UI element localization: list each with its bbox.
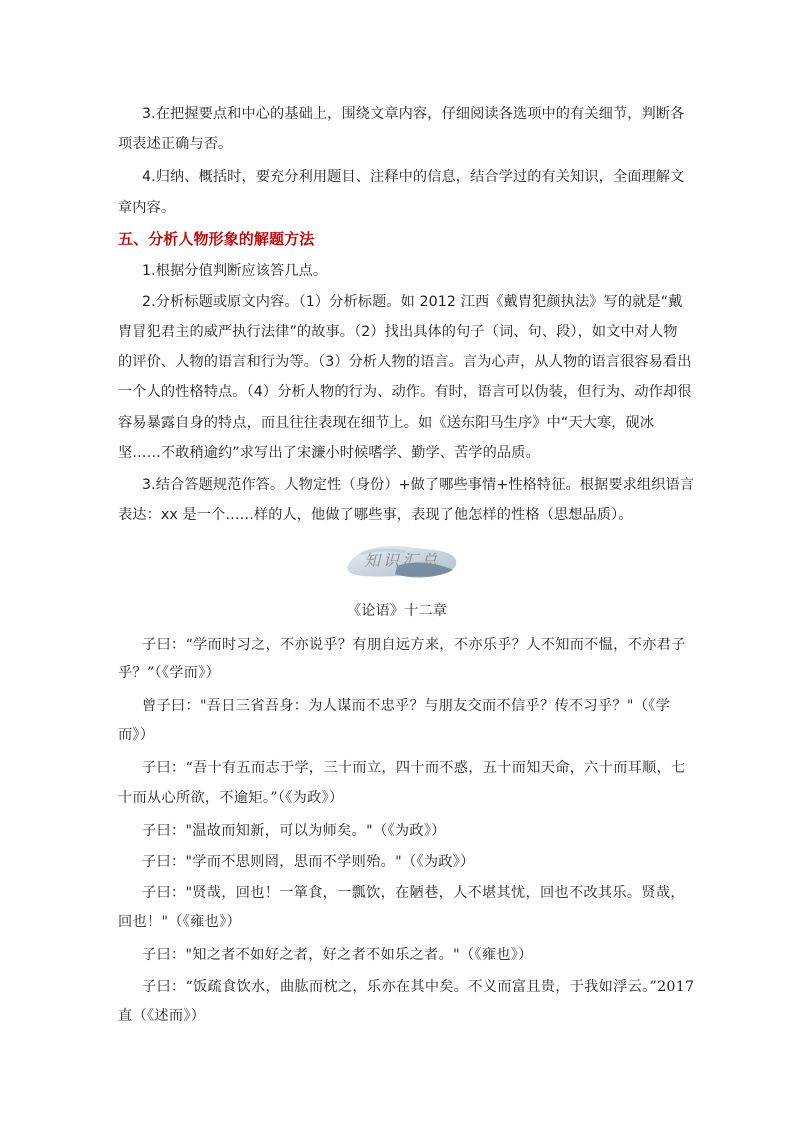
paragraph-line: 2.分析标题或原文内容。（1）分析标题。如 2012 江西《戴胄犯颜执法》写的就是“戴: [142, 294, 683, 310]
paragraph-line: 一个人的性格特点。（4）分析人物的行为、动作。有时，语言可以伪装，但行为、动作却很: [118, 384, 692, 400]
section-heading: 五、分析人物形象的解题方法: [118, 230, 315, 248]
paragraph-line: 1.根据分值判断应该答几点。: [142, 263, 328, 279]
quote-line: 而》）: [118, 727, 155, 743]
paragraph-line: 胄冒犯君主的威严执行法律”的故事。（2）找出具体的句子（词、句、段），如文中对人物: [118, 324, 678, 340]
quote-line: 子曰："贤哉，回也！一箪食，一瓢饮，在陋巷，人不堪其忧，回也不改其乐。贤哉，: [142, 885, 685, 901]
quote-line: 直（《述而》）: [118, 1008, 206, 1024]
paragraph-line: 4.归纳、概括时，要充分利用题目、注释中的信息，结合学过的有关知识，全面理解文: [142, 169, 685, 185]
quote-line: 子曰："温故而知新，可以为师矣。"（《为政》）: [142, 823, 446, 839]
quote-line: 回也！"（《雍也》）: [118, 914, 242, 930]
quote-line: 子曰：“学而时习之，不亦说乎？有朋自远方来，不亦乐乎？人不知而不愠，不亦君子: [142, 637, 686, 653]
paragraph-line: 3.结合答题规范作答。人物定性（身份）+做了哪些事情+性格特征。根据要求组织语言: [142, 477, 695, 493]
quote-line: 十而从心所欲，不逾矩。”（《为政》）: [118, 790, 344, 806]
quote-line: 子曰：“吾十有五而志于学，三十而立，四十而不惑，五十而知天命，六十而耳顺，七: [142, 760, 686, 776]
section-title: 《论语》十二章: [346, 603, 447, 619]
knowledge-summary-badge: [343, 540, 461, 582]
quote-line: 子曰：“饭疏食饮水，曲肱而枕之，乐亦在其中矣。不义而富且贵，于我如浮云。”2017: [142, 979, 695, 995]
paragraph-line: 章内容。: [118, 200, 176, 216]
quote-line: 曾子曰："吾日三省吾身：为人谋而不忠乎？与朋友交而不信乎？传不习乎？"（《学: [142, 698, 671, 714]
badge-label: 知识汇总: [363, 551, 440, 570]
paragraph-line: 表达：xx 是一个……样的人，他做了哪些事，表现了他怎样的性格（思想品质）。: [118, 507, 633, 523]
quote-line: 乎？”（《学而》）: [118, 665, 221, 681]
paragraph-line: 容易暴露自身的特点，而且往往表现在细节上。如《送东阳马生序》中“天大寒，砚冰: [118, 415, 655, 431]
quote-line: 子曰："知之者不如好之者，好之者不如乐之者。"（《雍也》）: [142, 947, 533, 963]
quote-line: 子曰："学而不思则罔，思而不学则殆。"（《为政》）: [142, 854, 475, 870]
paragraph-line: 3.在把握要点和中心的基础上，围绕文章内容，仔细阅读各选项中的有关细节，判断各: [142, 106, 685, 122]
paragraph-line: 项表述正确与否。: [118, 136, 233, 152]
paragraph-line: 坚……不敢稍逾约”求写出了宋濂小时候嗜学、勤学、苦学的品质。: [118, 445, 540, 461]
paragraph-line: 的评价、人物的语言和行为等。（3）分析人物的语言。言为心声，从人物的语言很容易看出: [118, 354, 692, 370]
